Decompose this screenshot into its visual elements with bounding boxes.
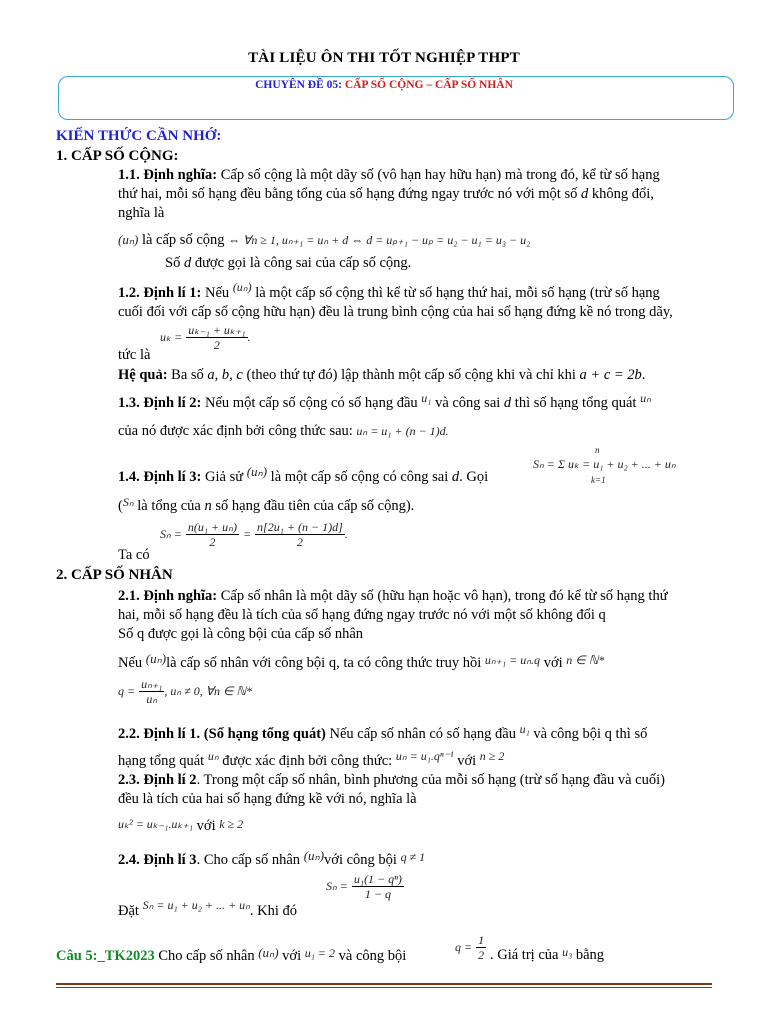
question-u1: u₁ = 2 (304, 946, 336, 960)
question-label: Câu 5:_TK2023 (56, 948, 155, 964)
csc-def-la-csc: là cấp số cộng (141, 232, 225, 248)
question-un: (uₙ) (258, 945, 279, 960)
csc-def-sod-a: Số (165, 255, 184, 271)
csc-def-d: d (580, 186, 589, 202)
topic-label: CHUYÊN ĐỀ 05: (255, 79, 342, 91)
question-u3: u₃ (562, 945, 573, 959)
csn-dl3-un: (uₙ) (303, 848, 325, 863)
csn-dl3-formula (326, 872, 404, 901)
csn-dl2-text2: đều là tích của hai số hạng đứng kề với nó, nghĩa là (118, 791, 417, 807)
csc-dl3-sn: Sₙ (122, 495, 134, 509)
topic-heading (0, 79, 768, 91)
csc-dl3-d: d (451, 469, 460, 485)
question-text-c: . Giá trị của (490, 947, 559, 963)
csn-dl3-cond: q ≠ 1 (400, 850, 426, 864)
footer-rule-thin (56, 987, 712, 988)
csc-dl3-den2: 2 (296, 535, 303, 549)
csn-dl2-text1: . Trong một cấp số nhân, bình phương của mỗi số hạng (trừ số hạng đầu và cuối) (196, 772, 665, 788)
csc-definition-line2 (118, 185, 654, 204)
csn-def-neu: Nếu (118, 655, 143, 671)
csc-dl3-text2c: số hạng đầu tiên của cấp số cộng). (211, 498, 415, 514)
csn-dl3-khi-do: . Khi đó (249, 903, 297, 919)
csn-dl1-cond: n ≥ 2 (479, 749, 505, 763)
csc-dl2-line1 (118, 391, 651, 413)
csc-dl1-lhs: uₖ = (160, 330, 183, 345)
csc-dl3-sum-bot: k=1 (591, 475, 606, 485)
csn-dl3-dat: Đặt (118, 903, 139, 919)
footer-rule (56, 983, 712, 985)
csn-dl1-voi: với (457, 753, 477, 769)
csc-dl3-text2b: là tổng của (133, 498, 205, 514)
csc-hq-text-a: Ba số (167, 367, 208, 383)
csn-def-cond: n ∈ ℕ* (566, 653, 605, 667)
csc-hq-text-b: (theo thứ tự đó) lập thành một cấp số cộng khi và chỉ khi (242, 367, 580, 383)
csn-dl1-un: uₙ (207, 749, 219, 763)
csn-dl3-text1a: . Cho cấp số nhân (196, 852, 304, 868)
document-title: TÀI LIỆU ÔN THI TỐT NGHIỆP THPT (248, 50, 520, 66)
csc-dl3-sum: Sₙ = Σ uₖ = u₁ + u₂ + ... + uₙ (533, 457, 676, 471)
csn-dl3-text1b: với công bội (324, 852, 397, 868)
csc-hq-abc: a, b, c (207, 367, 243, 383)
csn-dl3-den: 1 − q (364, 887, 391, 901)
csc-hq-label: Hệ quả: (118, 367, 168, 383)
question-line-end (490, 946, 604, 965)
question-text-b: và công bội (338, 948, 407, 964)
csc-dl2-line2: của nó được xác định bởi công thức sau: uₙ = u₁ + (n − 1)d. (118, 423, 449, 439)
csc-definition-line1 (118, 166, 660, 185)
question-q-num: 1 (478, 933, 485, 947)
csc-dl3-line1 (118, 464, 489, 487)
csn-dl2-formula: uₖ² = uₖ₋₁.uₖ₊₁ (118, 817, 194, 831)
csc-dl2-label: 1.3. Định lí 2: (118, 395, 202, 411)
csc-dl3-num1: n(u₁ + uₙ) (187, 520, 237, 534)
csn-dl2-formula-line (118, 817, 243, 836)
csc-dl3-n: n (204, 498, 212, 514)
csc-dl1-den: 2 (213, 338, 220, 352)
question-q-lhs: q = (455, 940, 473, 955)
csc-def-sod-d: d (183, 255, 192, 271)
question-text-d: bằng (575, 947, 605, 963)
csc-heading: 1. CẤP SỐ CỘNG: (56, 148, 179, 164)
csn-dl3-lhs: Sₙ = (326, 879, 348, 894)
question-q-formula (455, 933, 486, 962)
csn-def-voi: với (543, 655, 563, 671)
csc-dl3-sum-top: n (595, 445, 600, 455)
csn-dl2-line1 (118, 771, 665, 790)
csn-dl3-num: u₁(1 − qⁿ) (353, 872, 402, 886)
csc-dl1-text1a: Nếu (201, 285, 233, 301)
csc-dl2-text1a: Nếu một cấp số cộng có số hạng đầu (201, 395, 422, 411)
csn-dl1-text2b: được xác định bởi công thức: (218, 753, 393, 769)
csn-dl2-label: 2.3. Định lí 2 (118, 772, 197, 788)
csn-dl1-formula: uₙ = u₁.qⁿ⁻¹ (395, 749, 454, 763)
csc-def-text3: nghĩa là (118, 205, 165, 221)
csc-dl1-tuc-la: tức là (118, 347, 151, 363)
csc-dl3-ta-co: Ta có (118, 547, 150, 563)
csn-dl3-line1 (118, 850, 425, 870)
csc-def-label: 1.1. Định nghĩa: (118, 167, 218, 183)
csn-def-line1 (118, 587, 668, 606)
csc-dl3-den1: 2 (209, 535, 216, 549)
csc-dl2-text2: của nó được xác định bởi công thức sau: (118, 423, 353, 439)
csn-def-q-lhs: q = (118, 684, 136, 699)
csc-dl2-formula: uₙ = u₁ + (n − 1)d (356, 424, 446, 438)
csc-dl3-text2a: ( (118, 498, 123, 514)
csc-dl3-label: 1.4. Định lí 3: (118, 469, 202, 485)
csc-dl3-num2: n[2u₁ + (n − 1)d] (257, 520, 343, 534)
csn-dl2-voi: với (196, 818, 216, 834)
csc-dl2-text1b: và công sai (431, 395, 504, 411)
csc-dl1-line1 (118, 280, 660, 303)
csc-dl3-text1c: . Gọi (459, 469, 489, 485)
csc-dl3-lhs: Sₙ = (160, 527, 182, 542)
csc-dl1-un: (uₙ) (232, 280, 252, 294)
csc-dl3-text1a: Giả sử (201, 469, 247, 485)
csc-dl3-line2 (118, 497, 414, 516)
csn-def-text3: Số q được gọi là công bội của cấp số nhân (118, 626, 364, 642)
csc-dl2-u1: u₁ (421, 391, 432, 405)
csc-hq-end: . (641, 367, 646, 383)
csn-dl3-line2 (118, 898, 297, 921)
csn-def-text4: là cấp số nhân với công bội q, ta có công thức truy hồi (166, 655, 482, 671)
csn-dl1-line2 (118, 749, 505, 771)
csn-def-q-cond: , uₙ ≠ 0, ∀n ∈ ℕ* (164, 684, 253, 699)
csc-dl1-formula: uₖ = $\frac{\text{uₖ₋₁ + uₖ₊₁}}{2}$ . (160, 323, 251, 352)
csn-dl1-text1a: Nếu cấp số nhân có số hạng đầu (325, 726, 520, 742)
csn-dl1-label: 2.2. Định lí 1. (Số hạng tổng quát) (118, 726, 326, 742)
csc-dl3-un: (uₙ) (246, 464, 268, 479)
csn-dl1-text1b: và công bội q thì số (529, 726, 648, 742)
csc-he-qua (118, 366, 645, 385)
csc-def-formula-line (118, 230, 530, 250)
csn-heading: 2. CẤP SỐ NHÂN (56, 567, 173, 583)
csn-def-text2: hai, mỗi số hạng đều là tích của số hạng đứng ngay trước nó với một số không đổi q (118, 607, 606, 623)
csc-def-text1: Cấp số cộng là một dãy số (vô hạn hay hữu hạn) mà trong đó, kể từ số hạng (220, 167, 660, 183)
csc-dl1-text2: cuối đối với cấp số cộng hữu hạn) đều là trung bình cộng của hai số hạng đứng kề nó trong dãy, (118, 304, 673, 320)
question-voi: với (282, 948, 302, 964)
csn-def-q-formula (118, 677, 252, 706)
csn-def-recur: uₙ₊₁ = uₙ.q (484, 653, 541, 667)
topic-name: CẤP SỐ CỘNG – CẤP SỐ NHÂN (344, 79, 513, 91)
csc-def-text2a: thứ hai, mỗi số hạng đều bằng tổng của số hạng đứng ngay trước nó với một số (118, 186, 581, 202)
csn-def-text1: Cấp số nhân là một dãy số (hữu hạn hoặc vô hạn), trong đó kể từ số hạng thứ (220, 588, 668, 604)
csn-dl1-u1: u₁ (519, 722, 530, 736)
csc-dl3-eq: = (242, 527, 252, 542)
csn-def-label: 2.1. Định nghĩa: (118, 588, 218, 604)
csc-dl1-label: 1.2. Định lí 1: (118, 285, 202, 301)
question-line (56, 946, 406, 966)
csc-dl2-un: uₙ (640, 391, 651, 405)
csn-dl3-sum: Sₙ = u₁ + u₂ + ... + uₙ (142, 898, 250, 912)
csc-hq-eq: a + c = 2b (579, 367, 642, 383)
csn-dl2-cond: k ≥ 2 (219, 817, 244, 831)
csc-def-so-d (165, 254, 411, 273)
csn-dl1-text2a: hạng tổng quát (118, 753, 208, 769)
csc-def-sod-b: được gọi là công sai của cấp số cộng. (191, 255, 412, 271)
csn-dl1-line1 (118, 722, 648, 744)
csn-def-q-den: uₙ (146, 692, 158, 706)
csn-def-q-num: uₙ₊₁ (141, 677, 163, 691)
csc-dl1-text1b: là một cấp số cộng thì kể từ số hạng thứ hai, mỗi số hạng (trừ số hạng (251, 285, 660, 301)
csc-dl2-d: d (503, 395, 512, 411)
csn-def-un: (uₙ) (145, 651, 167, 666)
csn-dl3-label: 2.4. Định lí 3 (118, 852, 197, 868)
csc-dl1-num: uₖ₋₁ + uₖ₊₁ (188, 323, 246, 337)
csc-dl3-text1b: là một cấp số cộng có công sai (267, 469, 452, 485)
csn-def-recur-line (118, 653, 604, 673)
csc-dl3-formula: Sₙ = $\frac{\text{n(u₁ + uₙ)}}{2}$ = $\frac{\text{n[2u₁ + (n − 1)d]}}{2}$ . (160, 520, 348, 549)
csc-def-text2b: không đổi, (588, 186, 654, 202)
csc-def-un: (uₙ) (118, 232, 139, 247)
csc-def-formula: ⇔ ∀n ≥ 1, uₙ₊₁ = uₙ + d ⇔ d = uₚ₊₁ − uₚ = u₂ − u₁ = u₃ − u₂ (228, 233, 531, 247)
question-q-den: 2 (478, 948, 485, 962)
question-text-a: Cho cấp số nhân (154, 948, 259, 964)
csc-dl2-text1c: thì số hạng tổng quát (511, 395, 641, 411)
kien-thuc-heading: KIẾN THỨC CẦN NHỚ: (56, 128, 222, 144)
